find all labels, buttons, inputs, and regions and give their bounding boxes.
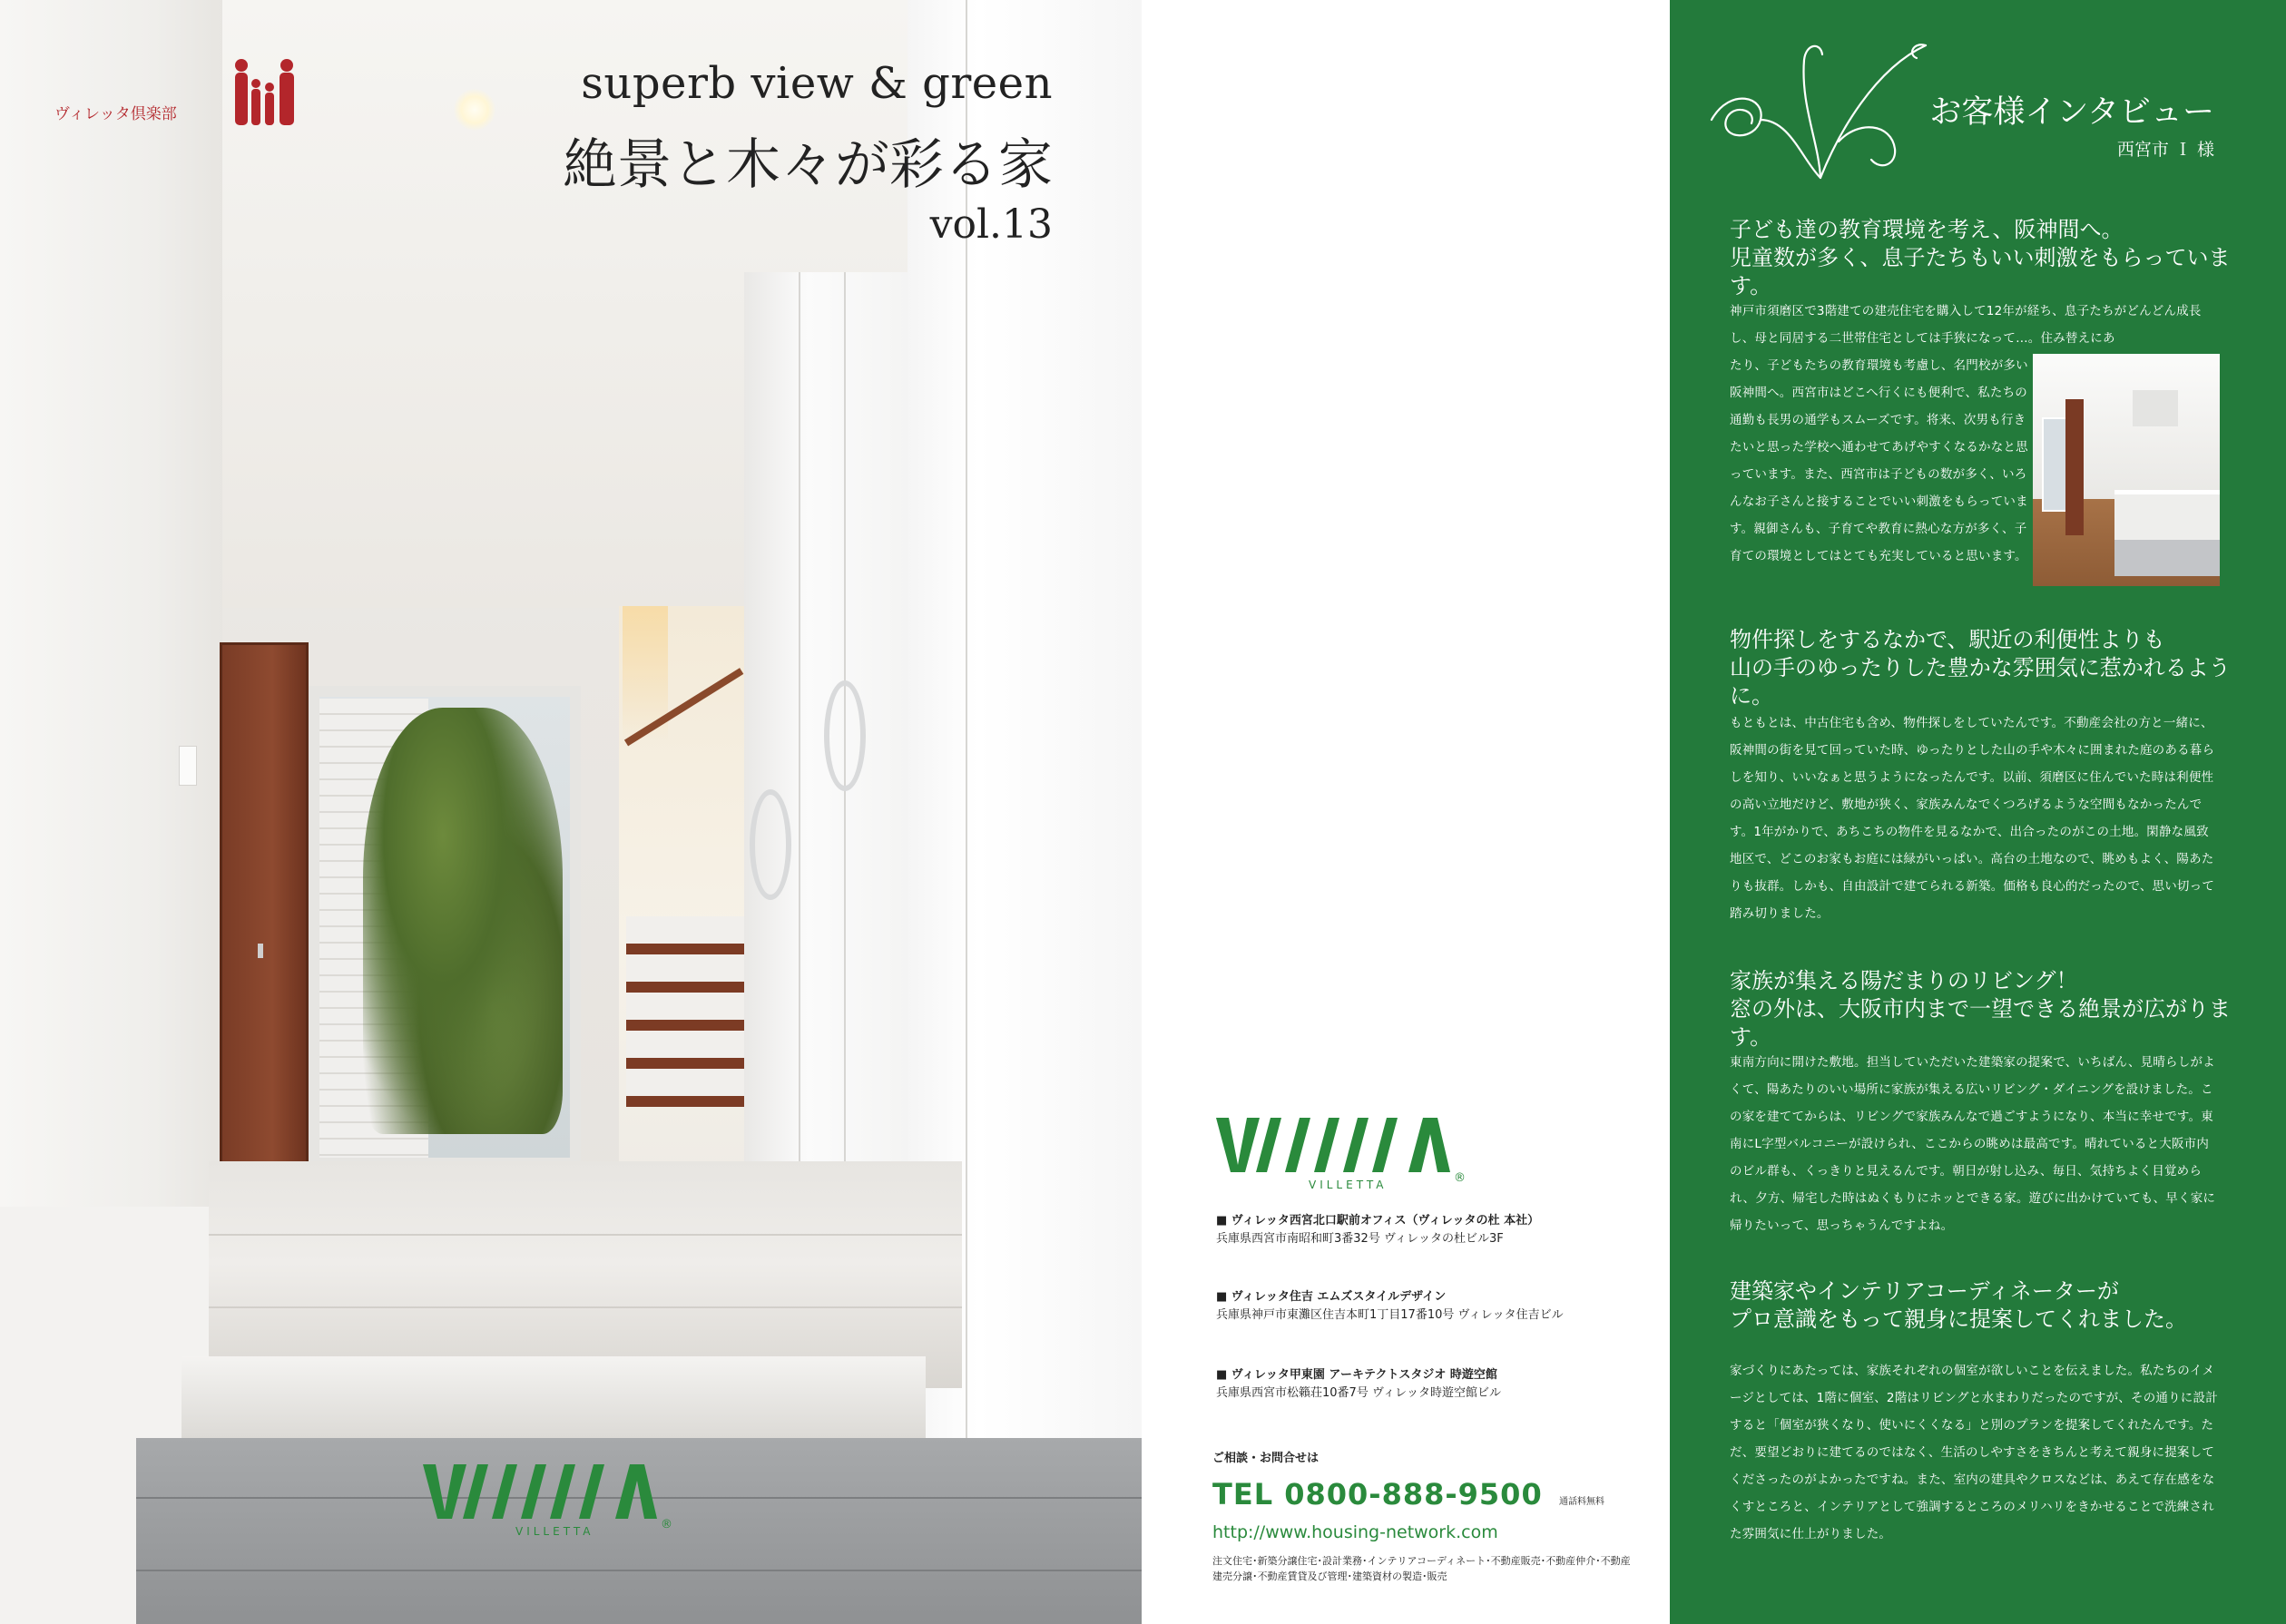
door-handle	[258, 944, 263, 958]
family-icon	[232, 56, 298, 129]
kitchen-cabinet	[2114, 540, 2220, 576]
tile-joint	[136, 1570, 1142, 1571]
toll-free-note: 通話料無料	[1559, 1497, 1604, 1507]
left-wall	[0, 0, 222, 1343]
entry-step	[182, 1356, 926, 1438]
section-3-body: 東南方向に開けた敷地。担当していただいた建築家の提案で、いちばん、見晴らしがよくて、陽あたりのいい場所に家族が集える広いリビング・ダイニングを設けました。この家を建ててからは、リビングで家族みんなで過ごすようになり、本当に幸せです。東南にL字型バルコニーが設けられ、ここからの眺めは最高です。晴れていると大阪市内のビル群も、くっきりと見えるんです。朝日が射し込み、毎日、気持ちよく目覚められ、夕方、帰宅した時はぬくもりにホッとできる家。遊びに出かけていても、早く家に帰りたいって、思っちゃうんですよね。	[1730, 1055, 2216, 1233]
villetta-logo-large	[1216, 1118, 1552, 1190]
stair-riser	[626, 993, 753, 1020]
stair-riser	[626, 916, 753, 944]
office-name: ■ ヴィレッタ西宮北口駅前オフィス（ヴィレッタの杜 本社）	[1216, 1214, 1540, 1228]
stair-tread	[626, 944, 753, 954]
registered-mark: ®	[661, 1518, 672, 1531]
section-2-body: もともとは、中古住宅も含め、物件探しをしていたんです。不動産会社の方と一緒に、阪神間の街を見て回っていた時、ゆったりとした山の手や木々に囲まれた庭のある暮らしを知り、いいなぁと思うようになったんです。以前、須磨区に住んでいた時は利便性の高い立地だけど、敷地が狭く、家族みんなでくつろげるような空間もなかったんです。1年がかりで、あちこちの物件を見るなかで、出合ったのがこの土地。閑静な風致地区で、どこのお家もお庭には緑がいっぱい。高台の土地なので、眺めもよく、陽あたりも抜群。しかも、自由設計で建てられる新築。価格も良心的だったので、思い切って踏み切りました。	[1730, 716, 2215, 921]
section-2-heading: 物件探しをするなかで、駅近の利便性よりも 山の手のゆったりした豊かな雰囲気に惹かれるように。	[1730, 627, 2231, 709]
interview-title: お客様インタビュー	[1929, 94, 2214, 131]
villetta-logo-wordmark: VILLETTA	[515, 1525, 594, 1537]
wooden-door	[220, 642, 309, 1201]
cover-title-english: superb view & green	[581, 58, 1053, 109]
office-block-3	[1216, 1366, 1501, 1403]
volume-number: vol.13	[929, 201, 1053, 248]
contact-label: ご相談・お問合せは	[1212, 1452, 1320, 1465]
office-name: ■ ヴィレッタ甲東園 アーキテクトスタジオ 時遊空館	[1216, 1368, 1497, 1382]
cabinet-pull	[824, 680, 866, 791]
office-address: 兵庫県神戸市東灘区住吉本町1丁目17番10号 ヴィレッタ住吉ビル	[1216, 1308, 1564, 1322]
villetta-logo	[423, 1464, 759, 1537]
office-block-2	[1216, 1288, 1564, 1325]
office-address: 兵庫県西宮市松籟荘10番7号 ヴィレッタ時遊空館ビル	[1216, 1386, 1502, 1400]
website-link[interactable]: http://www.housing-network.com	[1212, 1522, 1498, 1542]
office-name: ■ ヴィレッタ住吉 エムズスタイルデザイン	[1216, 1290, 1447, 1304]
hall-floor	[209, 1161, 962, 1388]
stair-riser	[626, 1031, 753, 1058]
section-1-heading: 子ども達の教育環境を考え、阪神間へ。 児童数が多く、息子たちもいい刺激をもらっています。	[1730, 217, 2231, 298]
kitchen-pantry	[2065, 399, 2084, 535]
cover-title-japanese: 絶景と木々が彩る家	[563, 133, 1053, 197]
villetta-logo-mark	[1216, 1118, 1450, 1172]
stair-tread	[626, 1096, 753, 1107]
registered-mark: ®	[1454, 1171, 1466, 1185]
stair-tread	[626, 1058, 753, 1069]
brand-club-name: ヴィレッタ倶楽部	[54, 105, 177, 123]
cover-photo	[0, 0, 1142, 1624]
kitchen-photo	[2033, 354, 2220, 586]
villetta-logo-mark	[423, 1464, 657, 1519]
garden-tree	[363, 708, 563, 1134]
section-3-heading: 家族が集える陽だまりのリビング！ 窓の外は、大阪市内まで一望できる絶景が広がります。	[1730, 968, 2231, 1050]
section-1-body-intro: 神戸市須磨区で3階建ての建売住宅を購入して12年が経ち、息子たちがどんどん成長し、母と同居する二世帯住宅としては手狭になって…。住み替えにあ	[1730, 304, 2202, 346]
cabinet-pull	[750, 789, 791, 900]
section-4-body: 家づくりにあたっては、家族それぞれの個室が欲しいことを伝えました。私たちのイメージとしては、1階に個室、2階はリビングと水まわりだったのですが、その通りに設計すると「個室が狭くなり、使いにくくなる」と別のプランを提案してくれたんです。ただ、要望どおりに建てるのではなく、生活のしやすさをきちんと考えて親身に提案してくださったのがよかったですね。また、室内の建具やクロスなどは、あえて存在感をなくすところと、インテリアとして強調するところのメリハリをきかせることで洗練された雰囲気に仕上がりました。	[1730, 1364, 2218, 1541]
stair-tread	[626, 982, 753, 993]
phone-number[interactable]: TEL 0800-888-9500	[1212, 1477, 1543, 1511]
interview-customer: 西宮市 Ｉ 様	[2116, 140, 2214, 160]
office-address: 兵庫県西宮市南昭和町3番32号 ヴィレッタの杜ビル3F	[1216, 1232, 1504, 1246]
light-switch	[179, 746, 197, 786]
range-hood	[2133, 390, 2178, 426]
floor-joint	[209, 1306, 962, 1308]
section-1-body: たり、子どもたちの教育環境も考慮し、名門校が多い阪神間へ。西宮市はどこへ行くにも便利で、私たちの通勤も長男の通学もスムーズです。将来、次男も行きたいと思った学校へ通わせてあげやすくなるかなと思っています。また、西宮市は子どもの数が多く、いろんなお子さんと接することでいい刺激をもらっています。親御さんも、子育てや教育に熱心な方が多く、子育ての環境としてはとても充実していると思います。	[1730, 358, 2028, 563]
services-list: 注文住宅･新築分譲住宅･設計業務･インテリアコーディネート･不動産販売･不動産仲介･不動産建売分譲･不動産賃貸及び管理･建築資材の製造･販売	[1212, 1555, 1631, 1582]
stair-riser	[626, 954, 753, 982]
villetta-logo-wordmark: VILLETTA	[1309, 1179, 1388, 1190]
office-block-1	[1216, 1212, 1539, 1248]
floor-joint	[209, 1234, 962, 1236]
section-4-heading: 建築家やインテリアコーディネーターが プロ意識をもって親身に提案してくれました。	[1730, 1278, 2187, 1332]
stair-tread	[626, 1020, 753, 1031]
stair-riser	[626, 1069, 753, 1096]
